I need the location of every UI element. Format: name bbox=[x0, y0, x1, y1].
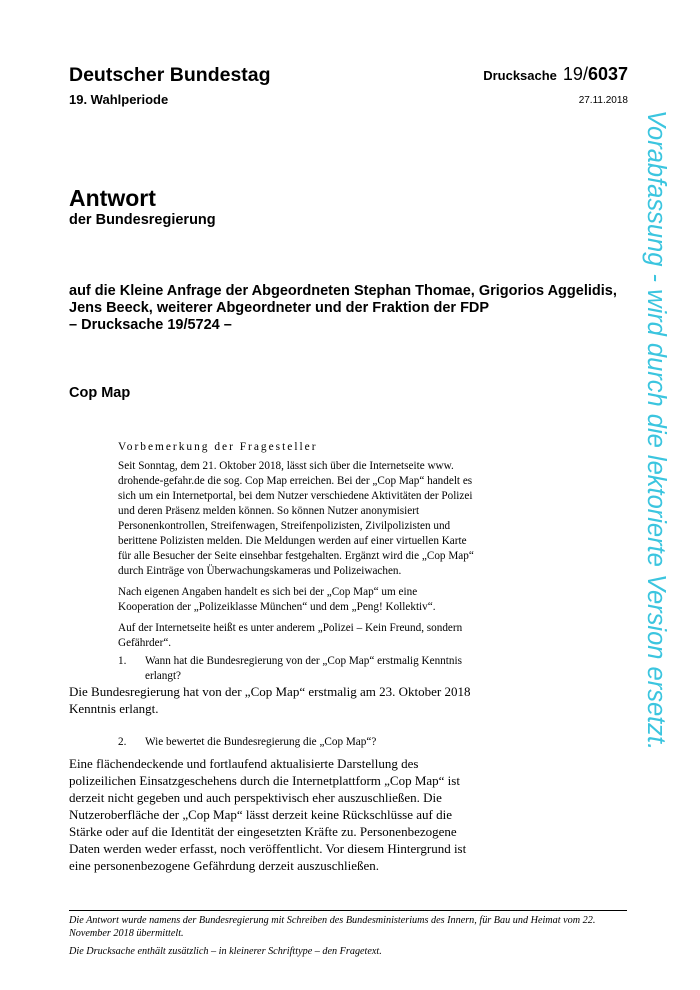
answer-1: Die Bundesregierung hat von der „Cop Map“ erstmalig am 23. Oktober 2018 Kenntnis erlangt. bbox=[69, 684, 471, 716]
preliminary-paragraph: Auf der Internetseite heißt es unter anderem „Polizei – Kein Freund, sondern Gefährder“. bbox=[118, 622, 463, 649]
electoral-period: 19. Wahlperiode bbox=[69, 92, 169, 107]
drucksache-num: 6037 bbox=[587, 64, 628, 84]
question-1 bbox=[118, 654, 478, 684]
answer-2: Eine flächendeckende und fortlaufend aktualisierte Darstellung des polizeilichen Einsatzgeschehens durch die Internetplattform „Cop Map“ ist derzeit nicht gegeben und auch perspektivisch eher auszuschließen. Die Nutzeroberfläche der „Cop Map“ lässt derzeit keine Rückschlüsse auf die Stärke oder auf die Identität der eingesetzten Kräfte zu. Personenbezogene Daten werden weder erfasst, noch veröffentlicht. Vor diesem Hintergrund ist eine personenbezogene Gefährdung derzeit auszuschließen. bbox=[69, 756, 467, 873]
preliminary-paragraph: Nach eigenen Angaben handelt es sich bei der „Cop Map“ um eine Kooperation der „Polizeiklasse München“ und dem „Peng! Kollektiv“. bbox=[118, 586, 436, 613]
drucksache-label: Drucksache bbox=[483, 68, 557, 83]
topic-heading: Cop Map bbox=[69, 385, 131, 401]
document-subtitle: der Bundesregierung bbox=[69, 212, 216, 228]
preliminary-paragraph: Seit Sonntag, dem 21. Oktober 2018, lässt sich über die Internetseite www. drohende-gefahr.de die sog. Cop Map erreichen. Bei der „Cop Map“ handelt es sich um ein Internetportal, bei dem Nutzer verschiedene Aktivitäten der Polizei und deren Präsenz melden können. So können Nutzer anonymisiert Personenkontrollen, Streifenwagen, Streifenpolizisten, Zivilpolizisten und berittene Polizisten melden. Die Meldungen werden auf einer virtuellen Karte für alle Besucher der Seite einsehbar festgehalten. Ergänzt wird die „Cop Map“ durch Einträge von Überwachungskameras und Polizeiwachen. bbox=[118, 460, 474, 577]
parliament-name: Deutscher Bundestag bbox=[69, 64, 271, 86]
footer-transmission-note: Die Antwort wurde namens der Bundesregierung mit Schreiben des Bundesministeriums des Innern, für Bau und Heimat vom 22. November 2018 übermittelt. bbox=[69, 915, 596, 939]
question-number: 1. bbox=[118, 655, 127, 667]
inquiry-line: auf die Kleine Anfrage der Abgeordneten Stephan Thomae, Grigorios Aggelidis, bbox=[69, 283, 617, 299]
question-number: 2. bbox=[118, 736, 127, 748]
document-date: 27.11.2018 bbox=[578, 95, 628, 106]
question-text: Wann hat die Bundesregierung von der „Cop Map“ erstmalig Kenntnis erlangt? bbox=[145, 655, 462, 682]
drucksache-number bbox=[483, 64, 628, 85]
footer-divider bbox=[69, 910, 627, 911]
inquiry-line: Jens Beeck, weiterer Abgeordneter und der Fraktion der FDP bbox=[69, 300, 490, 316]
question-text: Wie bewertet die Bundesregierung die „Cop Map“? bbox=[145, 736, 377, 748]
document-title: Antwort bbox=[69, 185, 156, 211]
inquiry-line: – Drucksache 19/5724 – bbox=[69, 317, 232, 333]
inquiry-reference bbox=[69, 283, 629, 334]
preliminary-remark-heading: Vorbemerkung der Fragesteller bbox=[118, 441, 318, 453]
footer-fonttype-note: Die Drucksache enthält zusätzlich – in kleinerer Schrifttype – den Fragetext. bbox=[69, 946, 382, 957]
draft-watermark: Vorabfassung - wird durch die lektorierte Version ersetzt. bbox=[642, 110, 670, 751]
drucksache-prefix: 19/ bbox=[562, 64, 588, 84]
preliminary-remark bbox=[118, 440, 474, 657]
question-2 bbox=[118, 735, 478, 750]
